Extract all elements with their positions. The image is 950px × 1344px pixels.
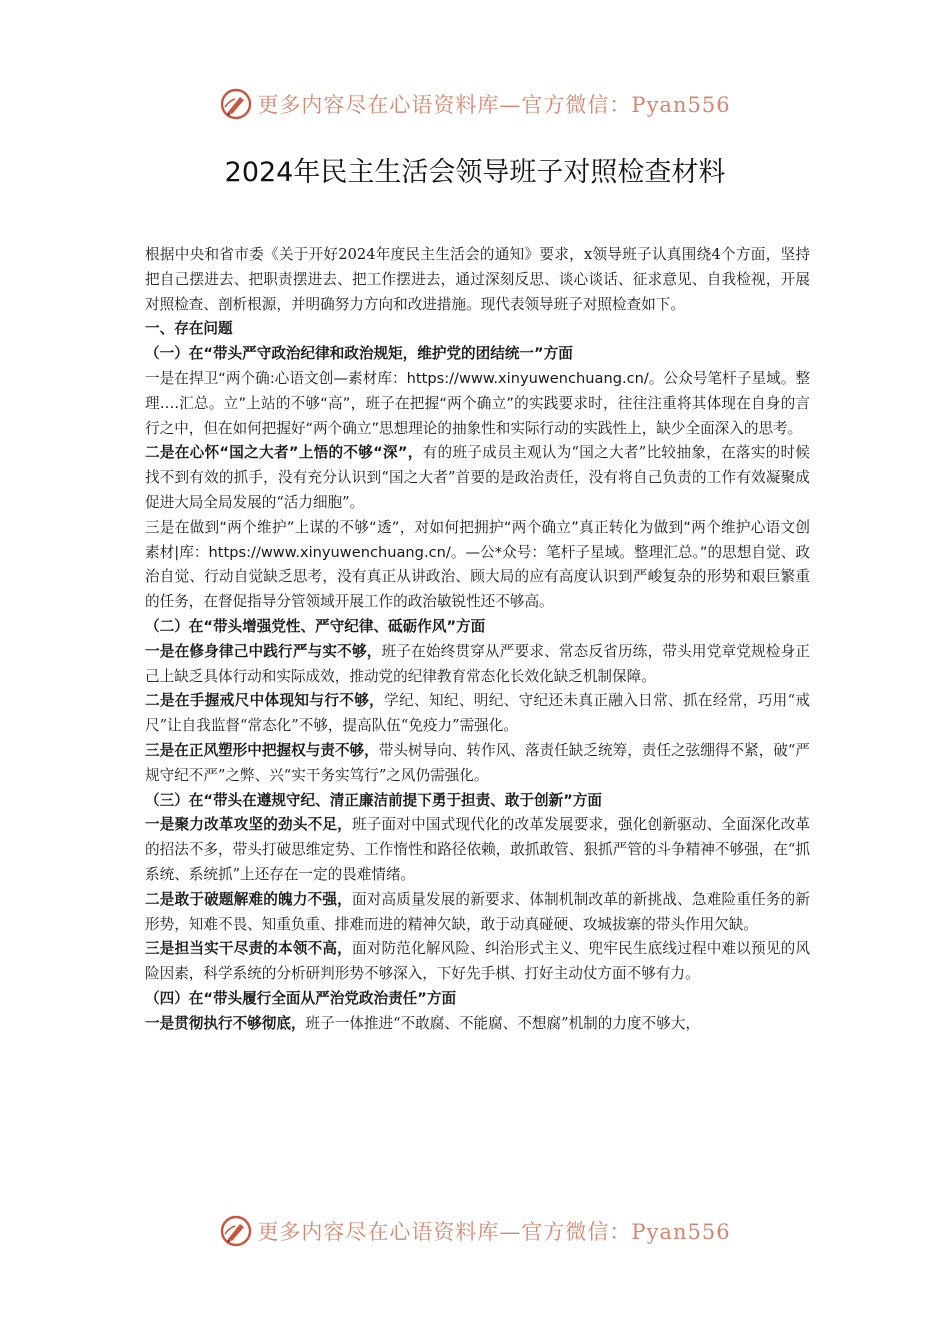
subsection-heading-1: （一）在“带头严守政治纪律和政治规矩，维护党的团结统一”方面	[145, 345, 573, 363]
intro-paragraph: 根据中央和省市委《关于开好2024年度民主生活会的通知》要求，x领导班子认真围绕4个方面，坚持把自己摆进去、把职责摆进去、把工作摆进去，通过深刻反思、谈心谈话、征求意见、自我检视，开展对照检查、剖析根源，并明确努力方向和改进措施。现代表领导班子对照检查如下。	[145, 246, 810, 313]
paragraph-text: 学纪、知纪、明纪、守纪还未真正融入日常、抓在经常，巧用“戒尺”让自我监督“常态化”不够，提高队伍“免疫力”需强化。	[145, 692, 810, 735]
paragraph-2-1	[145, 640, 810, 690]
paragraph-lead: 一是在修身律己中践行严与实不够，	[145, 642, 382, 660]
document-body	[145, 243, 810, 1037]
subsection-heading-3: （三）在“带头在遵规守纪、清正廉洁前提下勇于担责、敢于创新”方面	[145, 791, 602, 809]
pen-logo-icon	[219, 1214, 253, 1248]
document-title: 2024年民主生活会领导班子对照检查材料	[224, 157, 726, 188]
paragraph-2-2	[145, 689, 810, 739]
paragraph-lead: 一是聚力改革攻坚的劲头不足，	[145, 816, 352, 834]
paragraph-1-2	[145, 441, 810, 515]
paragraph-3-3	[145, 937, 810, 987]
paragraph-text: 班子面对中国式现代化的改革发展要求，强化创新驱动、全面深化改革的招法不多，带头打破思维定势、工作惰性和路径依赖，敢抓敢管、狠抓严管的斗争精神不够强，在“抓系统、系统抓”上还存在一定的畏难情绪。	[145, 816, 810, 883]
paragraph-text: 面对防范化解风险、纠治形式主义、兜牢民生底线过程中难以预见的风险因素，科学系统的分析研判形势不够深入，下好先手棋、打好主动仗方面不够有力。	[145, 940, 810, 983]
header-banner	[0, 84, 950, 124]
paragraph-3-2	[145, 888, 810, 938]
banner-text: 更多内容尽在心语资料库—官方微信：Pyan556	[257, 1220, 731, 1244]
paragraph-1-1: 一是在捍卫“两个确:心语文创—素材库：https://www.xinyuwenchuang.cn/。公众号笔杆子星域。整理….汇总。立”上站的不够“高”，班子在把握“两个确立”的实践要求时，往往注重将其体现在自身的言行之中，但在如何把握好“两个确立”思想理论的抽象性和实际行动的实践性上，缺少全面深入的思考。	[145, 369, 810, 437]
paragraph-text: 班子在始终贯穿从严要求、常态反省历练，带头用党章党规检身正己上缺乏具体行动和实际成效，推动党的纪律教育常态化长效化缺乏机制保障。	[145, 642, 810, 685]
paragraph-text: 有的班子成员主观认为“国之大者”比较抽象，在落实的时候找不到有效的抓手，没有充分认识到“国之大者”首要的是政治责任，没有将自己负责的工作有效凝聚成促进大局全局发展的“活力细胞”。	[145, 444, 810, 511]
paragraph-text: 面对高质量发展的新要求、体制机制改革的新挑战、急难险重任务的新形势，知难不畏、知重负重、排难而进的精神欠缺，敢于动真碰硬、攻城拔寨的带头作用欠缺。	[145, 890, 810, 933]
subsection-heading-2: （二）在“带头增强党性、严守纪律、砥砺作风”方面	[145, 617, 486, 635]
paragraph-4-1	[145, 1012, 810, 1037]
paragraph-1-3: 三是在做到“两个维护”上谋的不够“透”，对如何把拥护“两个确立”真正转化为做到“两个维护心语文创素材|库：https://www.xinyuwenchuang.cn/。—公*众号：笔杆子星域。整理汇总。”的思想自觉、政治自觉、行动自觉缺乏思考，没有真正从讲政治、顾大局的应有高度认识到严峻复杂的形势和艰巨繁重的任务，在督促指导分管领域开展工作的政治敏锐性还不够高。	[145, 518, 810, 611]
paragraph-lead: 二是敢于破题解难的魄力不强，	[145, 890, 352, 908]
paragraph-lead: 二是在手握戒尺中体现知与行不够，	[145, 692, 385, 710]
paragraph-2-3	[145, 739, 810, 789]
paragraph-lead: 二是在心怀“国之大者”上悟的不够“深”，	[145, 444, 423, 462]
paragraph-text: 班子一体推进“不敢腐、不能腐、不想腐”机制的力度不够大，	[305, 1014, 700, 1032]
footer-banner	[0, 1211, 950, 1251]
paragraph-3-1	[145, 813, 810, 887]
pen-logo-icon	[219, 87, 253, 121]
paragraph-lead: 三是担当实干尽责的本领不高，	[145, 940, 352, 958]
paragraph-text: 带头树导向、转作风、落责任缺乏统筹，责任之弦绷得不紧，破“严规守纪不严”之弊、兴“实干务实笃行”之风仍需强化。	[145, 741, 810, 784]
section-heading: 一、存在问题	[145, 320, 233, 338]
paragraph-lead: 三是在正风塑形中把握权与责不够，	[145, 741, 379, 759]
paragraph-lead: 一是贯彻执行不够彻底，	[145, 1014, 306, 1032]
subsection-heading-4: （四）在“带头履行全面从严治党政治责任”方面	[145, 989, 457, 1007]
banner-text: 更多内容尽在心语资料库—官方微信：Pyan556	[257, 93, 731, 117]
